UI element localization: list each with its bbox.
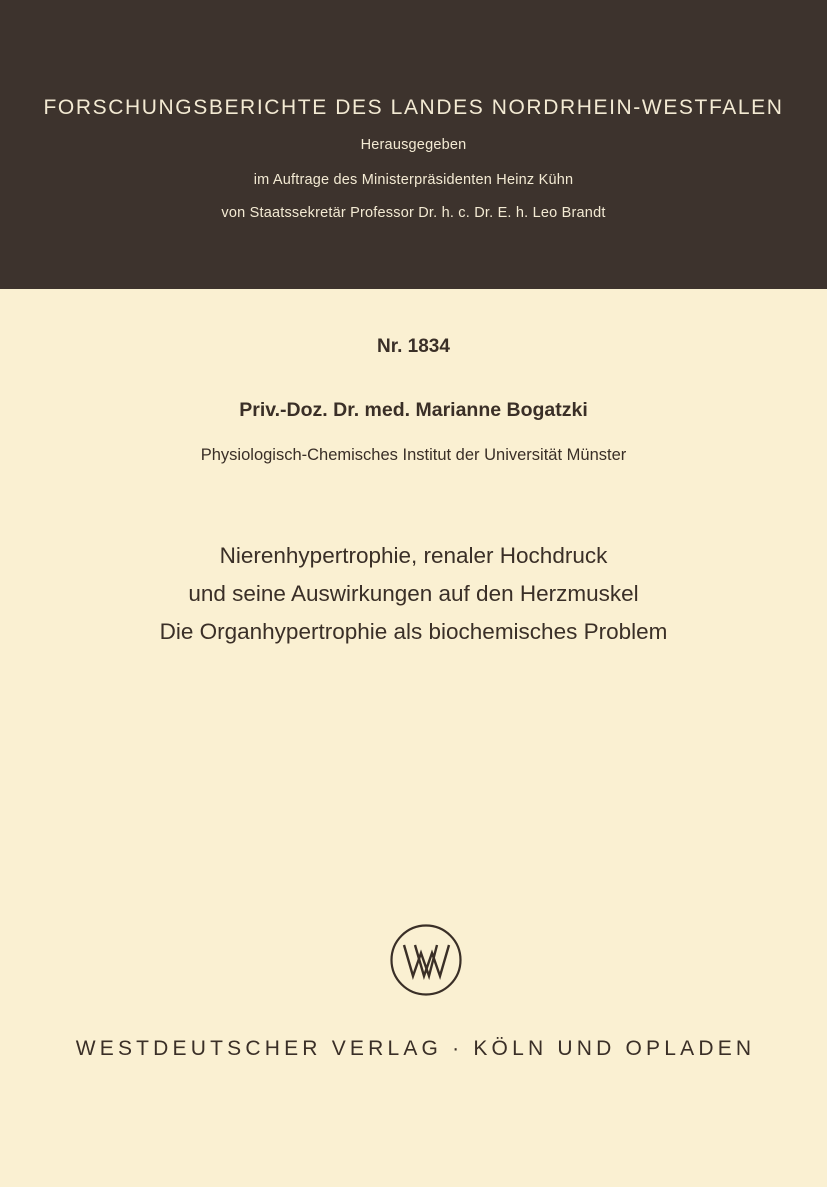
publisher-ww-logo-icon (389, 923, 463, 997)
issue-number: Nr. 1834 (377, 336, 450, 357)
book-title-line-1: Nierenhypertrophie, renaler Hochdruck (219, 543, 608, 568)
author-institute: Physiologisch-Chemisches Institut der Universität Münster (200, 446, 627, 464)
author-name: Priv.-Doz. Dr. med. Marianne Bogatzki (239, 399, 588, 421)
editor-line-herausgegeben: Herausgegeben (360, 137, 467, 153)
series-title: FORSCHUNGSBERICHTE DES LANDES NORDRHEIN-WESTFALEN (43, 96, 784, 119)
book-title-line-3: Die Organhypertrophie als biochemisches Problem (159, 619, 668, 644)
publisher-imprint: WESTDEUTSCHER VERLAG · KÖLN UND OPLADEN (75, 1037, 756, 1060)
editor-line-commission: im Auftrage des Ministerpräsidenten Heinz Kühn (253, 172, 574, 188)
book-title-line-2: und seine Auswirkungen auf den Herzmuskel (188, 581, 639, 606)
book-title (0, 537, 827, 651)
editor-line-editor: von Staatssekretär Professor Dr. h. c. Dr. E. h. Leo Brandt (221, 205, 606, 221)
series-header-band (0, 0, 827, 289)
